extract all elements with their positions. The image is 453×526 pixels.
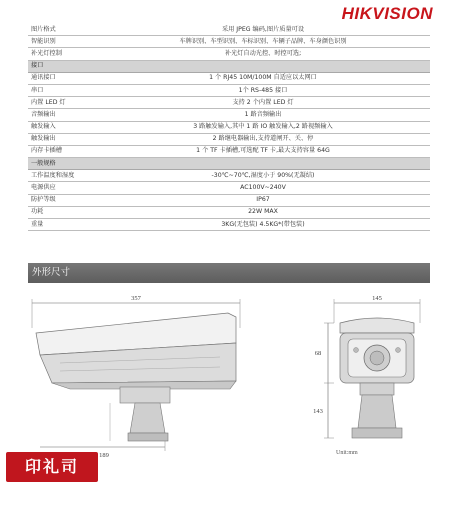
dimension-drawing (0, 283, 453, 526)
spec-row (28, 24, 430, 36)
base-label: 189 (99, 452, 109, 459)
spec-key: 智能识别 (28, 36, 96, 48)
spec-key: 补光灯控制 (28, 48, 96, 60)
spec-table (28, 24, 430, 231)
spec-row (28, 121, 430, 133)
spec-value: 3KG(无包装) 4.5KG*(带包装) (96, 219, 430, 231)
section-header (28, 158, 430, 170)
spec-key: 图片格式 (28, 24, 96, 36)
bottom-height-label: 143 (313, 408, 323, 415)
spec-key: 重量 (28, 219, 96, 231)
spec-row (28, 170, 430, 182)
spec-value: 1 路音频输出 (96, 109, 430, 121)
spec-row (28, 182, 430, 194)
spec-row (28, 109, 430, 121)
side-view-camera (36, 313, 236, 441)
spec-value: 补光灯自动光控、时控可选; (96, 48, 430, 60)
spec-key: 防护等级 (28, 194, 96, 206)
spec-row (28, 219, 430, 231)
spec-row (28, 206, 430, 218)
spec-row (28, 97, 430, 109)
spec-value: 2 路继电器输出,支持道闸开、关、停 (96, 133, 430, 145)
spec-row (28, 145, 430, 157)
spec-key: 功耗 (28, 206, 96, 218)
width-label: 145 (372, 295, 382, 302)
hikvision-logo: HIKVISION (341, 4, 433, 23)
spec-key: 串口 (28, 84, 96, 96)
spec-value: 车牌识别、车型识别、车标识别、车辆子品牌、车身颜色识别 (96, 36, 430, 48)
spec-key: 电源供应 (28, 182, 96, 194)
front-view-camera (340, 318, 414, 438)
spec-key: 工作温度和湿度 (28, 170, 96, 182)
spec-value: 1 个 RJ45 10M/100M 自适应以太网口 (96, 72, 430, 84)
spec-row (28, 36, 430, 48)
spec-value: 支持 2 个内置 LED 灯 (96, 97, 430, 109)
unit-label: Unit:mm (336, 450, 358, 456)
section-label: 接口 (28, 60, 430, 72)
spec-row (28, 72, 430, 84)
spec-value: 22W MAX (96, 206, 430, 218)
length-label: 357 (131, 295, 141, 302)
company-stamp: 印礼司 (6, 452, 98, 482)
dimensions-banner: 外形尺寸 (28, 263, 430, 283)
spec-value: IP67 (96, 194, 430, 206)
spec-key: 音频输出 (28, 109, 96, 121)
height-dimensions (313, 323, 334, 438)
spec-value: 1个 RS-485 接口 (96, 84, 430, 96)
spec-key: 触发输出 (28, 133, 96, 145)
spec-row (28, 194, 430, 206)
spec-row (28, 133, 430, 145)
section-label: 一般规格 (28, 158, 430, 170)
spec-value: 3 路触发输入,其中 1 路 IO 触发输入,2 路视频输入 (96, 121, 430, 133)
spec-value: -30℃~70℃,湿度小于 90%(无凝结) (96, 170, 430, 182)
spec-value: AC100V~240V (96, 182, 430, 194)
spec-key: 内存卡插槽 (28, 145, 96, 157)
spec-value: 1 个 TF 卡插槽,可选配 TF 卡,最大支持容量 64G (96, 145, 430, 157)
spec-key: 触发输入 (28, 121, 96, 133)
spec-row (28, 84, 430, 96)
spec-key: 内置 LED 灯 (28, 97, 96, 109)
spec-key: 通讯接口 (28, 72, 96, 84)
top-height-label: 68 (314, 350, 322, 357)
spec-value: 采用 JPEG 编码,图片质量可设 (96, 24, 430, 36)
section-header (28, 60, 430, 72)
spec-row (28, 48, 430, 60)
